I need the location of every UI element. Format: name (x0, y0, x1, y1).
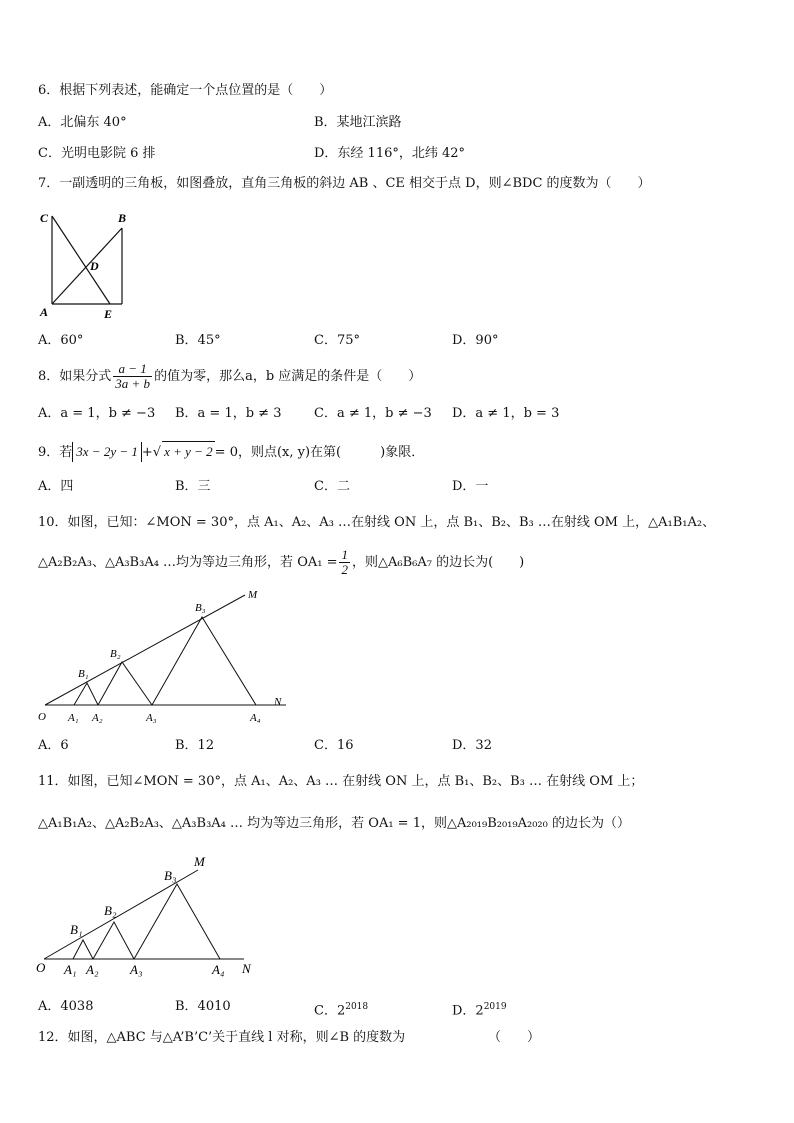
q7-option-b: B．45° (175, 333, 221, 348)
q10-label-o: O (38, 711, 46, 723)
q10-label-b3: B₃ (195, 602, 206, 614)
q11-label-a3: A₃ (130, 962, 143, 977)
q9-option-d: D．一 (452, 479, 489, 494)
q8-option-d: D．a ≠ 1，b = 3 (452, 406, 560, 421)
q12-paren: （ ） (488, 1030, 541, 1045)
q9-stem (38, 441, 424, 463)
q10-option-c: C．16 (314, 738, 354, 753)
q10-option-b: B．12 (175, 738, 215, 753)
q11-option-b: B．4010 (175, 999, 231, 1014)
q10-frac-den: 2 (341, 562, 348, 577)
q11-option-d (452, 998, 507, 1020)
q10-line2-post: ，则△A₆B₆A₇ 的边长为( ) (351, 555, 525, 570)
q7-label-e: E (104, 307, 113, 320)
q10-line2-pre: △A₂B₂A₃、△A₃B₃A₄ …均为等边三角形，若 OA₁ = (38, 555, 338, 570)
q7-option-a: A．60° (38, 333, 84, 348)
q11-triangle-1 (73, 940, 93, 959)
q12-stem: 12．如图，△ABC 与△A’B’C’关于直线 l 对称，则∠B 的度数为 (38, 1030, 406, 1045)
radical-icon: √ (152, 445, 162, 460)
q11-ray-om (44, 870, 198, 959)
q11-line1: 11．如图，已知∠MON = 30°，点 A₁、A₂、A₃ … 在射线 ON 上，点 B₁、B₂、B₃ … 在射线 OM 上； (38, 774, 644, 789)
q7-label-a: A (40, 305, 49, 319)
q8-pre: 8．如果分式 (38, 369, 112, 384)
q10-option-d: D．32 (452, 738, 492, 753)
q11-label-o: O (36, 960, 46, 975)
q11-triangle-3 (134, 884, 220, 959)
q10-triangle-2 (98, 662, 152, 705)
q9-absolute-value: 3x − 2y − 1 (72, 442, 142, 462)
q7-figure (30, 208, 140, 320)
q9-option-a: A．四 (38, 479, 74, 494)
q9-plus: + (141, 445, 153, 460)
q9-option-b: B．三 (175, 479, 211, 494)
q8-fraction (113, 362, 152, 391)
q11-label-b1: B₁ (70, 922, 83, 937)
q8-option-b: B．a = 1，b ≠ 3 (175, 406, 282, 421)
q11-label-a2: A₂ (86, 962, 99, 977)
q10-figure (30, 585, 300, 727)
q10-triangle-3 (152, 617, 256, 705)
q9-option-c: C．二 (314, 479, 350, 494)
q10-label-b2: B₂ (110, 648, 121, 660)
q10-fraction (339, 548, 350, 577)
q7-option-c: C．75° (314, 333, 360, 348)
q10-label-m: M (248, 589, 258, 601)
q11-option-d-exponent: 2019 (483, 1002, 507, 1012)
q11-label-b3: B₃ (164, 868, 177, 883)
q10-label-b1: B₁ (78, 668, 89, 680)
q8-option-c: C．a ≠ 1，b ≠ −3 (314, 406, 432, 421)
q7-label-d: D (90, 259, 99, 273)
q7-line-ab (52, 228, 122, 304)
q7-option-d: D．90° (452, 333, 499, 348)
q8-denominator: 3a + b (115, 376, 151, 391)
q10-frac-num: 1 (341, 547, 348, 562)
q10-label-a1: A₁ (68, 712, 79, 724)
q10-label-a4: A₄ (250, 712, 261, 724)
q9-post: = 0，则点(x, y)在第( )象限． (214, 445, 425, 460)
q6-option-d: D．东经 116°，北纬 42° (314, 146, 466, 161)
q7-stem: 7．一副透明的三角板，如图叠放，直角三角板的斜边 AB 、CE 相交于点 D，则∠BDC 的度数为（ ） (38, 176, 651, 191)
q10-label-a3: A₃ (146, 712, 157, 724)
q11-option-c (314, 998, 368, 1020)
q7-label-b: B (118, 211, 127, 225)
q7-line-ce (52, 216, 110, 304)
q11-label-b2: B₂ (104, 903, 117, 918)
q8-option-a: A．a = 1，b ≠ −3 (38, 406, 156, 421)
q10-ray-om (45, 595, 245, 705)
q11-figure (30, 852, 270, 982)
q8-stem (38, 360, 421, 394)
q11-option-d-base: D．2 (452, 1003, 484, 1019)
q11-label-a4: A₄ (212, 962, 225, 977)
q7-label-c: C (40, 211, 49, 225)
q9-sqrt: x + y − 2 (162, 441, 215, 462)
q10-option-a: A．6 (38, 738, 69, 753)
q11-label-m: M (194, 854, 205, 869)
q11-label-a1: A₁ (64, 962, 77, 977)
q8-numerator: a − 1 (113, 362, 152, 377)
q10-triangle-1 (74, 683, 98, 705)
q6-option-b: B．某地江滨路 (314, 115, 402, 130)
q9-pre: 9．若 (38, 445, 73, 460)
q6-stem: 6．根据下列表述，能确定一个点位置的是（ ） (38, 83, 333, 98)
q6-option-a: A．北偏东 40° (38, 115, 127, 130)
q11-line2: △A₁B₁A₂、△A₂B₂A₃、△A₃B₃A₄ … 均为等边三角形，若 OA₁ = 1，则△A₂₀₁₉B₂₀₁₉A₂₀₂₀ 的边长为（） (38, 816, 630, 831)
q10-line1: 10．如图，已知：∠MON = 30°，点 A₁、A₂、A₃ …在射线 ON 上，点 B₁、B₂、B₃ …在射线 OM 上，△A₁B₁A₂、 (38, 515, 716, 530)
q8-post: 的值为零，那么a，b 应满足的条件是（ ） (154, 369, 422, 384)
q10-label-a2: A₂ (92, 712, 103, 724)
q6-option-c: C．光明电影院 6 排 (38, 146, 156, 161)
q11-option-a: A．4038 (38, 999, 94, 1014)
q10-label-n: N (274, 696, 282, 708)
q11-option-c-exponent: 2018 (345, 1002, 369, 1012)
q10-line2 (38, 546, 524, 580)
q11-option-c-base: C．2 (314, 1003, 346, 1019)
q11-label-n: N (242, 961, 251, 976)
